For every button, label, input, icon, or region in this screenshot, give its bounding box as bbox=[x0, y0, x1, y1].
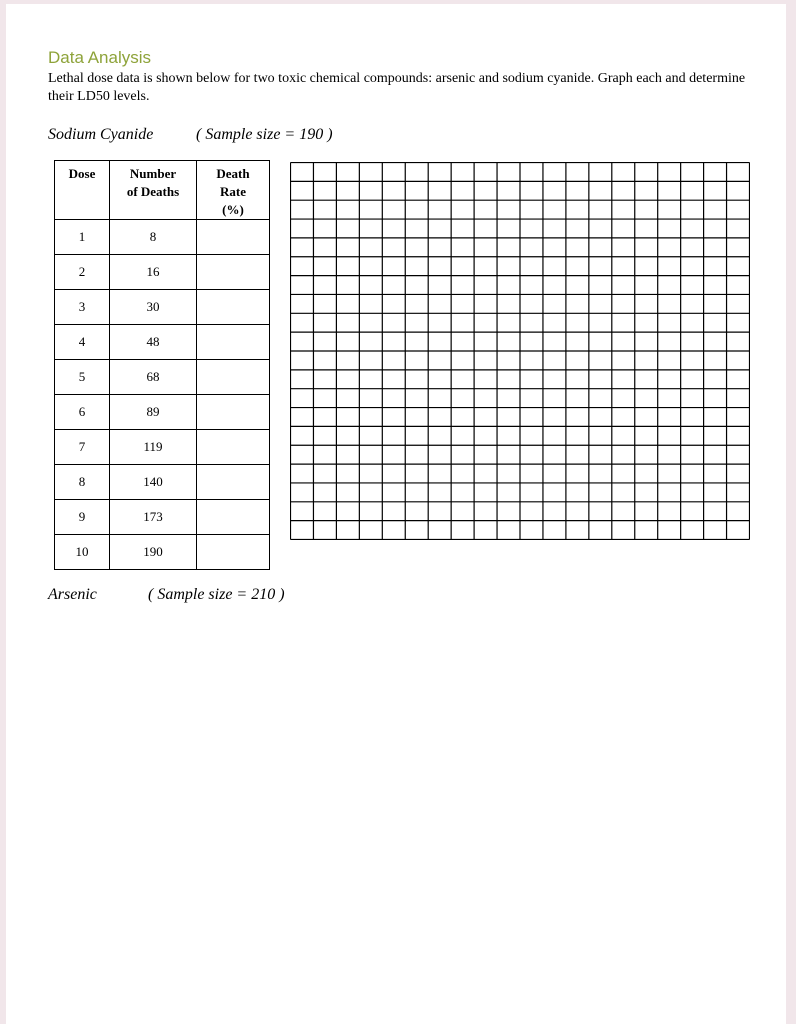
deaths-cell: 190 bbox=[110, 535, 197, 570]
dose-cell: 2 bbox=[55, 255, 110, 290]
table-row bbox=[55, 395, 270, 430]
table-row bbox=[55, 325, 270, 360]
page-title: Data Analysis bbox=[48, 48, 151, 67]
graph-paper-grid[interactable] bbox=[290, 162, 750, 540]
death-rate-input-cell[interactable] bbox=[197, 255, 270, 290]
death-rate-input-cell[interactable] bbox=[197, 465, 270, 500]
death-rate-input-cell[interactable] bbox=[197, 430, 270, 465]
deaths-cell: 8 bbox=[110, 220, 197, 255]
deaths-cell: 48 bbox=[110, 325, 197, 360]
deaths-cell: 140 bbox=[110, 465, 197, 500]
deaths-cell: 16 bbox=[110, 255, 197, 290]
sample-size-sodium-cyanide: ( Sample size = 190 ) bbox=[196, 126, 333, 143]
number-of-deaths-header: Number of Deaths bbox=[110, 161, 197, 220]
death-rate-header: Death Rate (%) bbox=[197, 161, 270, 220]
table-row bbox=[55, 360, 270, 395]
dose-cell: 8 bbox=[55, 465, 110, 500]
deaths-cell: 30 bbox=[110, 290, 197, 325]
dose-cell: 9 bbox=[55, 500, 110, 535]
table-row bbox=[55, 220, 270, 255]
table-row bbox=[55, 500, 270, 535]
death-rate-input-cell[interactable] bbox=[197, 500, 270, 535]
dose-cell: 10 bbox=[55, 535, 110, 570]
table-row bbox=[55, 465, 270, 500]
deaths-cell: 89 bbox=[110, 395, 197, 430]
section-label-arsenic: Arsenic bbox=[48, 586, 97, 603]
table-row bbox=[55, 255, 270, 290]
deaths-cell: 119 bbox=[110, 430, 197, 465]
sodium-cyanide-data-table bbox=[54, 160, 270, 570]
table-header-row bbox=[55, 161, 270, 220]
deaths-cell: 68 bbox=[110, 360, 197, 395]
death-rate-input-cell[interactable] bbox=[197, 290, 270, 325]
dose-cell: 6 bbox=[55, 395, 110, 430]
section-label-sodium-cyanide: Sodium Cyanide bbox=[48, 126, 154, 143]
death-rate-input-cell[interactable] bbox=[197, 535, 270, 570]
table-row bbox=[55, 535, 270, 570]
instructions-text: Lethal dose data is shown below for two toxic chemical compounds: arsenic and sodium cyanide. Graph each and determine their LD50 levels. bbox=[48, 71, 746, 104]
sample-size-arsenic: ( Sample size = 210 ) bbox=[148, 586, 285, 603]
death-rate-input-cell[interactable] bbox=[197, 395, 270, 430]
death-rate-input-cell[interactable] bbox=[197, 360, 270, 395]
table-row bbox=[55, 290, 270, 325]
deaths-cell: 173 bbox=[110, 500, 197, 535]
death-rate-input-cell[interactable] bbox=[197, 325, 270, 360]
dose-cell: 3 bbox=[55, 290, 110, 325]
table-row bbox=[55, 430, 270, 465]
dose-cell: 4 bbox=[55, 325, 110, 360]
death-rate-input-cell[interactable] bbox=[197, 220, 270, 255]
dose-header: Dose bbox=[55, 161, 110, 220]
dose-cell: 5 bbox=[55, 360, 110, 395]
dose-cell: 1 bbox=[55, 220, 110, 255]
dose-cell: 7 bbox=[55, 430, 110, 465]
